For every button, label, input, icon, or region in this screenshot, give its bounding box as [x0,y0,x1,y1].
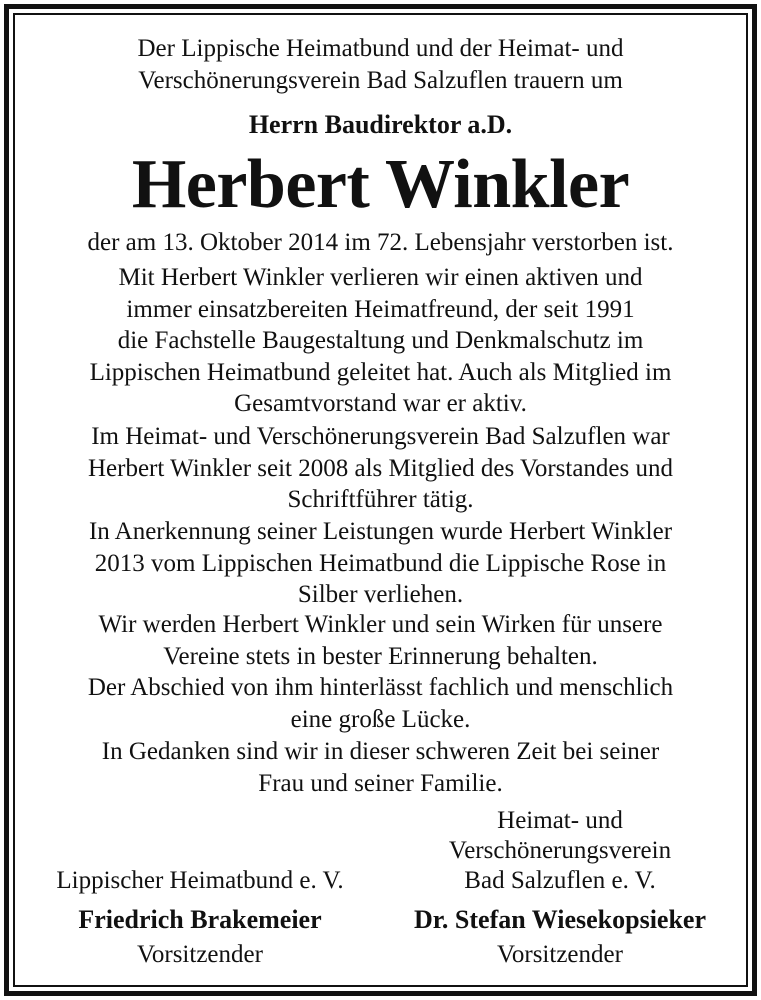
signatory-name-right: Dr. Stefan Wiesekopsieker [413,905,707,934]
paragraph-line: die Fachstelle Baugestaltung und Denkmalschutz im [117,327,644,354]
signatory-organization-left [20,866,380,896]
deceased-name: Herbert Winkler [131,146,630,223]
paragraph-line: In Anerkennung seiner Leistungen wurde Herbert Winkler [88,518,673,545]
organization-line: Heimat- und [497,807,623,834]
paragraph-4 [13,610,748,736]
paragraph-line: Schriftführer tätig. [287,486,474,513]
paragraph-line: Herbert Winkler seit 2008 als Mitglied des Vorstandes und [87,454,674,482]
paragraph-line: Silber verliehen. [297,581,464,608]
signatory-role-right: Vorsitzender [497,941,623,968]
paragraph-line: Vereine stets in bester Erinnerung behalten. [163,642,598,670]
intro-line: Verschönerungsverein Bad Salzuflen trauern um [138,66,623,94]
paragraph-line: Mit Herbert Winkler verlieren wir einen aktiven und [118,264,643,291]
paragraph-line: immer einsatzbereiten Heimatfreund, der seit 1991 [126,295,635,323]
honorific: Herrn Baudirektor a.D. [248,110,513,139]
signatory-name-left: Friedrich Brakemeier [78,905,322,934]
intro-text [13,34,748,97]
death-line: der am 13. Oktober 2014 im 72. Lebensjahr verstorben ist. [87,229,674,256]
intro-line: Der Lippische Heimatbund und der Heimat- und [137,35,624,62]
organization-line: Lippischer Heimatbund e. V. [56,867,344,894]
paragraph-line: 2013 vom Lippischen Heimatbund die Lippische Rose in [94,549,667,577]
paragraph-2 [13,422,748,517]
paragraph-line: Lippischen Heimatbund geleitet hat. Auch als Mitglied im [89,358,672,386]
paragraph-line: Der Abschied von ihm hinterlässt fachlich und menschlich [87,674,674,701]
organization-line: Verschönerungsverein [448,837,672,864]
paragraph-line: eine große Lücke. [290,705,471,733]
paragraph-1 [13,263,748,421]
organization-line: Bad Salzuflen e. V. [464,867,656,894]
paragraph-line: In Gedanken sind wir in dieser schweren Zeit bei seiner [101,738,660,765]
paragraph-line: Gesamtvorstand war er aktiv. [234,390,527,417]
paragraph-5 [13,737,748,800]
paragraph-line: Im Heimat- und Verschönerungsverein Bad Salzuflen war [91,423,670,450]
paragraph-line: Wir werden Herbert Winkler und sein Wirken für unsere [98,611,663,638]
signatory-organization-right [380,806,740,896]
signatory-role-left: Vorsitzender [137,941,263,968]
paragraph-3 [13,517,748,612]
paragraph-line: Frau und seiner Familie. [258,769,503,797]
